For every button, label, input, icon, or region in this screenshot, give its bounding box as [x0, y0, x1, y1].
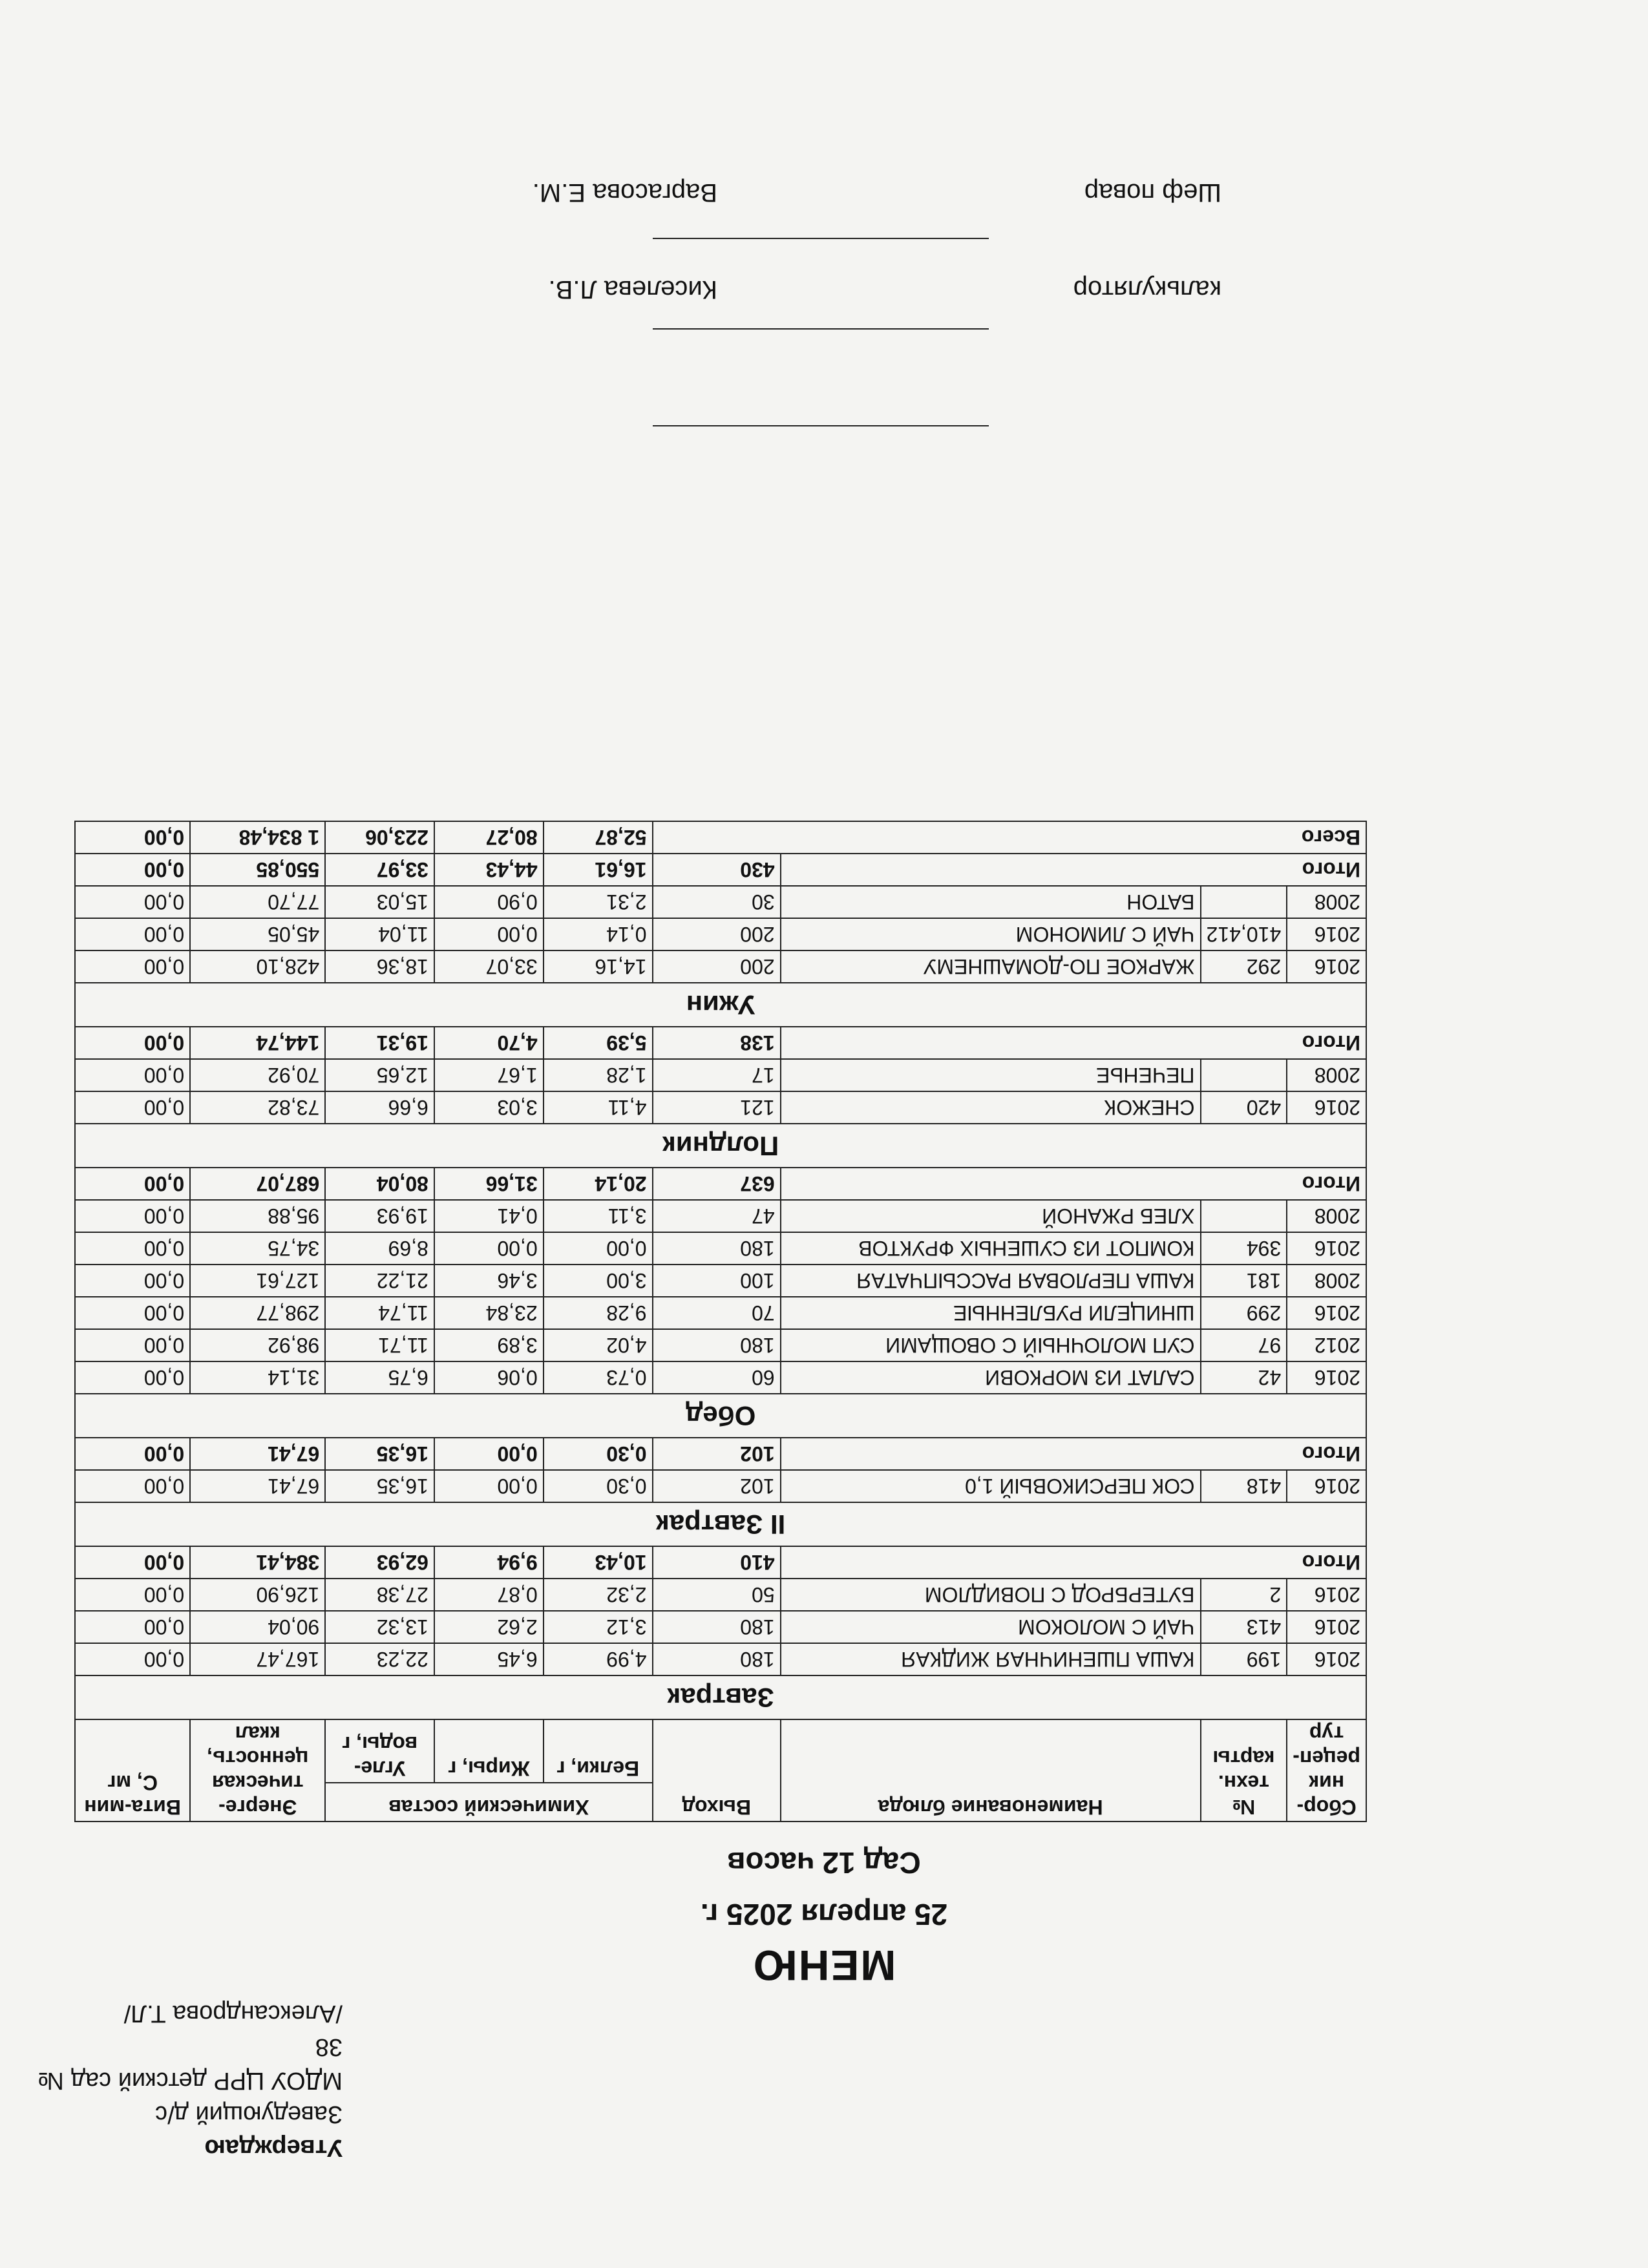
table-cell: 0,00: [544, 1232, 653, 1265]
total-cell: 384,41: [190, 1546, 325, 1579]
menu-body: [75, 821, 1366, 1719]
table-cell: 6,45: [434, 1643, 544, 1675]
menu-title: МЕНЮ: [752, 1942, 896, 1990]
table-cell: 18,36: [325, 950, 434, 983]
total-cell: 430: [653, 854, 781, 886]
signature-calc-name: Киселева Л.В.: [548, 275, 717, 304]
table-cell: 200: [653, 918, 781, 950]
table-cell: 180: [653, 1643, 781, 1675]
table-cell: 181: [1201, 1265, 1287, 1297]
table-cell: 11,71: [325, 1329, 434, 1361]
table-cell: 3,12: [544, 1611, 653, 1643]
total-cell: 0,00: [75, 1438, 190, 1470]
total-cell: 31,66: [434, 1168, 544, 1200]
table-cell: 16,35: [325, 1470, 434, 1502]
grand-total-label: Всего: [653, 821, 1366, 854]
total-row: [75, 1438, 1366, 1470]
table-cell: 22,23: [325, 1643, 434, 1675]
table-cell: 42: [1201, 1361, 1287, 1394]
table-cell: 0,00: [75, 1470, 190, 1502]
table-cell: 73,82: [190, 1091, 325, 1124]
table-cell: 0,00: [75, 918, 190, 950]
total-cell: 9,94: [434, 1546, 544, 1579]
table-cell: 418: [1201, 1470, 1287, 1502]
table-cell: 102: [653, 1470, 781, 1502]
table-cell: 0,90: [434, 886, 544, 918]
table-cell: 2,32: [544, 1579, 653, 1611]
table-cell: 15,03: [325, 886, 434, 918]
table-cell: 12,65: [325, 1059, 434, 1091]
approval-line-1: Заведующий д/с: [155, 2101, 343, 2128]
table-cell: 60: [653, 1361, 781, 1394]
table-cell: 34,75: [190, 1232, 325, 1265]
menu-table: [74, 821, 1367, 1822]
table-cell: 45,05: [190, 918, 325, 950]
total-label: Итого: [781, 1438, 1366, 1470]
table-row: [75, 1297, 1366, 1329]
table-cell: 0,00: [75, 1579, 190, 1611]
table-cell: 6,75: [325, 1361, 434, 1394]
table-cell: 2016: [1287, 1470, 1366, 1502]
table-cell: 2016: [1287, 1297, 1366, 1329]
table-cell: 299: [1201, 1297, 1287, 1329]
total-cell: 144,74: [190, 1027, 325, 1059]
table-cell: 3,46: [434, 1265, 544, 1297]
table-cell: 394: [1201, 1232, 1287, 1265]
table-cell: 4,02: [544, 1329, 653, 1361]
table-cell: 2012: [1287, 1329, 1366, 1361]
table-cell: [1201, 1059, 1287, 1091]
section-row: [75, 1394, 1366, 1438]
total-cell: 550,85: [190, 854, 325, 886]
table-cell: СУП МОЛОЧНЫЙ С ОВОЩАМИ: [781, 1329, 1201, 1361]
table-cell: 180: [653, 1232, 781, 1265]
table-row: [75, 950, 1366, 983]
signature-line-3: [653, 238, 989, 239]
signature-chef-label: Шеф повар: [1084, 178, 1221, 207]
table-cell: 95,88: [190, 1200, 325, 1232]
total-cell: 44,43: [434, 854, 544, 886]
grand-total-cell: 80,27: [434, 821, 544, 854]
table-cell: 2,62: [434, 1611, 544, 1643]
total-cell: 5,39: [544, 1027, 653, 1059]
total-cell: 0,00: [75, 1546, 190, 1579]
table-cell: 2016: [1287, 950, 1366, 983]
table-cell: 4,99: [544, 1643, 653, 1675]
table-cell: 14,16: [544, 950, 653, 983]
table-cell: 127,61: [190, 1265, 325, 1297]
total-cell: 19,31: [325, 1027, 434, 1059]
table-cell: 0,00: [75, 1091, 190, 1124]
section-title: Полдник: [75, 1124, 1366, 1168]
table-cell: 199: [1201, 1643, 1287, 1675]
section-title: Ужин: [75, 983, 1366, 1027]
table-row: [75, 1091, 1366, 1124]
table-cell: 100: [653, 1265, 781, 1297]
table-cell: 2016: [1287, 1361, 1366, 1394]
total-cell: 687,07: [190, 1168, 325, 1200]
table-cell: 2: [1201, 1579, 1287, 1611]
table-cell: 413: [1201, 1611, 1287, 1643]
section-row: [75, 1675, 1366, 1719]
table-cell: 0,00: [434, 1470, 544, 1502]
table-cell: ШНИЦЕЛИ РУБЛЕННЫЕ: [781, 1297, 1201, 1329]
table-cell: 0,00: [75, 1232, 190, 1265]
section-title: II Завтрак: [75, 1502, 1366, 1546]
table-cell: КОМПОТ ИЗ СУШЕНЫХ ФРУКТОВ: [781, 1232, 1201, 1265]
table-cell: СОК ПЕРСИКОВЫЙ 1,0: [781, 1470, 1201, 1502]
table-cell: 3,03: [434, 1091, 544, 1124]
table-cell: 2008: [1287, 1265, 1366, 1297]
total-cell: 20,14: [544, 1168, 653, 1200]
table-cell: 0,06: [434, 1361, 544, 1394]
section-row: [75, 983, 1366, 1027]
table-cell: 0,00: [75, 950, 190, 983]
section-row: [75, 1502, 1366, 1546]
total-row: [75, 1546, 1366, 1579]
table-cell: КАША ПЕРЛОВАЯ РАССЫПЧАТАЯ: [781, 1265, 1201, 1297]
col-fat: Жиры, г: [434, 1719, 544, 1783]
table-cell: 0,00: [75, 1361, 190, 1394]
table-cell: 9,28: [544, 1297, 653, 1329]
approval-title: Утверждаю: [204, 2134, 343, 2161]
total-cell: 80,04: [325, 1168, 434, 1200]
table-cell: СНЕЖОК: [781, 1091, 1201, 1124]
table-cell: 2016: [1287, 1643, 1366, 1675]
table-cell: 90,04: [190, 1611, 325, 1643]
total-label: Итого: [781, 1027, 1366, 1059]
table-cell: 420: [1201, 1091, 1287, 1124]
col-protein: Белки, г: [544, 1719, 653, 1783]
total-cell: 0,00: [75, 1168, 190, 1200]
total-label: Итого: [781, 1168, 1366, 1200]
section-title: Завтрак: [75, 1675, 1366, 1719]
table-cell: 0,00: [75, 1200, 190, 1232]
table-cell: 3,00: [544, 1265, 653, 1297]
total-cell: 637: [653, 1168, 781, 1200]
table-row: [75, 1579, 1366, 1611]
col-vitamin: Вита-мин С, мг: [75, 1719, 190, 1822]
table-cell: 50: [653, 1579, 781, 1611]
col-energy: Энерге-тическая ценность, ккал: [190, 1719, 325, 1822]
table-cell: 2016: [1287, 1579, 1366, 1611]
total-cell: 102: [653, 1438, 781, 1470]
table-cell: 98,92: [190, 1329, 325, 1361]
total-cell: 62,93: [325, 1546, 434, 1579]
grand-total-row: [75, 821, 1366, 854]
col-card: № техн. карты: [1201, 1719, 1287, 1822]
table-cell: 2008: [1287, 1200, 1366, 1232]
total-label: Итого: [781, 1546, 1366, 1579]
table-cell: 97: [1201, 1329, 1287, 1361]
table-row: [75, 1611, 1366, 1643]
total-cell: 16,61: [544, 854, 653, 886]
table-cell: ХЛЕБ РЖАНОЙ: [781, 1200, 1201, 1232]
table-cell: ПЕЧЕНЬЕ: [781, 1059, 1201, 1091]
total-row: [75, 1027, 1366, 1059]
total-cell: 0,00: [75, 854, 190, 886]
table-cell: 11,04: [325, 918, 434, 950]
total-cell: 4,70: [434, 1027, 544, 1059]
table-cell: 0,30: [544, 1470, 653, 1502]
total-cell: 33,97: [325, 854, 434, 886]
table-cell: 30: [653, 886, 781, 918]
table-cell: 11,74: [325, 1297, 434, 1329]
table-cell: 2016: [1287, 918, 1366, 950]
signature-line-2: [653, 328, 989, 330]
table-cell: ЧАЙ С ЛИМОНОМ: [781, 918, 1201, 950]
total-label: Итого: [781, 854, 1366, 886]
table-cell: БАТОН: [781, 886, 1201, 918]
col-dish: Наименование блюда: [781, 1719, 1201, 1822]
table-cell: 0,00: [434, 918, 544, 950]
table-cell: 0,41: [434, 1200, 544, 1232]
table-cell: 2016: [1287, 1091, 1366, 1124]
table-row: [75, 1265, 1366, 1297]
total-cell: 0,30: [544, 1438, 653, 1470]
table-cell: 180: [653, 1329, 781, 1361]
table-row: [75, 918, 1366, 950]
table-cell: 0,00: [75, 1059, 190, 1091]
menu-group: Сад 12 часов: [727, 1846, 921, 1880]
total-cell: 410: [653, 1546, 781, 1579]
signature-line-1: [653, 425, 989, 426]
col-carb: Угле-воды, г: [325, 1719, 434, 1783]
table-cell: [1201, 1200, 1287, 1232]
col-chem: Химический состав: [325, 1783, 652, 1822]
table-cell: ЖАРКОЕ ПО-ДОМАШНЕМУ: [781, 950, 1201, 983]
table-cell: 3,89: [434, 1329, 544, 1361]
table-cell: 17: [653, 1059, 781, 1091]
table-cell: 8,69: [325, 1232, 434, 1265]
table-cell: 126,90: [190, 1579, 325, 1611]
total-cell: 0,00: [75, 1027, 190, 1059]
table-cell: 0,00: [75, 886, 190, 918]
table-cell: 13,32: [325, 1611, 434, 1643]
table-cell: 410,412: [1201, 918, 1287, 950]
table-cell: 2008: [1287, 886, 1366, 918]
table-cell: 70,92: [190, 1059, 325, 1091]
table-cell: 0,73: [544, 1361, 653, 1394]
table-cell: [1201, 886, 1287, 918]
table-cell: 0,87: [434, 1579, 544, 1611]
total-cell: 138: [653, 1027, 781, 1059]
table-cell: 0,00: [75, 1265, 190, 1297]
table-cell: 3,11: [544, 1200, 653, 1232]
grand-total-cell: 223,06: [325, 821, 434, 854]
total-cell: 0,00: [434, 1438, 544, 1470]
table-cell: 6,66: [325, 1091, 434, 1124]
table-cell: 298,77: [190, 1297, 325, 1329]
table-cell: 0,00: [75, 1611, 190, 1643]
table-cell: ЧАЙ С МОЛОКОМ: [781, 1611, 1201, 1643]
table-cell: 47: [653, 1200, 781, 1232]
grand-total-cell: 0,00: [75, 821, 190, 854]
table-cell: 428,10: [190, 950, 325, 983]
table-row: [75, 1361, 1366, 1394]
table-cell: БУТЕРБРОД С ПОВИДЛОМ: [781, 1579, 1201, 1611]
table-cell: 21,22: [325, 1265, 434, 1297]
table-cell: 70: [653, 1297, 781, 1329]
table-cell: 31,14: [190, 1361, 325, 1394]
table-row: [75, 886, 1366, 918]
total-cell: 10,43: [544, 1546, 653, 1579]
grand-total-cell: 52,87: [544, 821, 653, 854]
table-cell: 77,70: [190, 886, 325, 918]
table-cell: 2,31: [544, 886, 653, 918]
table-cell: 23,84: [434, 1297, 544, 1329]
table-cell: 200: [653, 950, 781, 983]
table-row: [75, 1643, 1366, 1675]
section-row: [75, 1124, 1366, 1168]
table-cell: 33,07: [434, 950, 544, 983]
table-cell: 0,00: [75, 1329, 190, 1361]
table-cell: 0,00: [75, 1297, 190, 1329]
approval-line-2: МДОУ ЦРР детский сад № 38: [37, 2033, 343, 2094]
table-cell: 1,67: [434, 1059, 544, 1091]
table-cell: 19,93: [325, 1200, 434, 1232]
table-cell: 27,38: [325, 1579, 434, 1611]
table-row: [75, 1059, 1366, 1091]
table-row: [75, 1329, 1366, 1361]
table-cell: 1,28: [544, 1059, 653, 1091]
table-cell: 0,00: [75, 1643, 190, 1675]
table-cell: САЛАТ ИЗ МОРКОВИ: [781, 1361, 1201, 1394]
table-cell: 180: [653, 1611, 781, 1643]
table-cell: 0,14: [544, 918, 653, 950]
signature-calc-label: калькулятор: [1073, 275, 1221, 304]
table-cell: 292: [1201, 950, 1287, 983]
table-row: [75, 1470, 1366, 1502]
table-cell: 2016: [1287, 1611, 1366, 1643]
table-row: [75, 1200, 1366, 1232]
col-yield: Выход: [653, 1719, 781, 1822]
table-cell: 0,00: [434, 1232, 544, 1265]
table-cell: 67,41: [190, 1470, 325, 1502]
total-cell: 67,41: [190, 1438, 325, 1470]
table-row: [75, 1232, 1366, 1265]
col-collection: Сбор-ник рецеп-тур: [1287, 1719, 1366, 1822]
section-title: Обед: [75, 1394, 1366, 1438]
total-row: [75, 1168, 1366, 1200]
table-cell: 4,11: [544, 1091, 653, 1124]
total-cell: 16,35: [325, 1438, 434, 1470]
signature-chef-name: Варгасова Е.М.: [532, 178, 717, 207]
table-cell: 2008: [1287, 1059, 1366, 1091]
menu-date: 25 апреля 2025 г.: [700, 1898, 948, 1931]
table-cell: 167,47: [190, 1643, 325, 1675]
grand-total-cell: 1 834,48: [190, 821, 325, 854]
total-row: [75, 854, 1366, 886]
table-cell: КАША ПШЕНИЧНАЯ ЖИДКАЯ: [781, 1643, 1201, 1675]
approval-line-3: /Александрова Т.Л/: [123, 2000, 343, 2027]
table-cell: 2016: [1287, 1232, 1366, 1265]
table-cell: 121: [653, 1091, 781, 1124]
approval-block: [6, 1997, 343, 2165]
